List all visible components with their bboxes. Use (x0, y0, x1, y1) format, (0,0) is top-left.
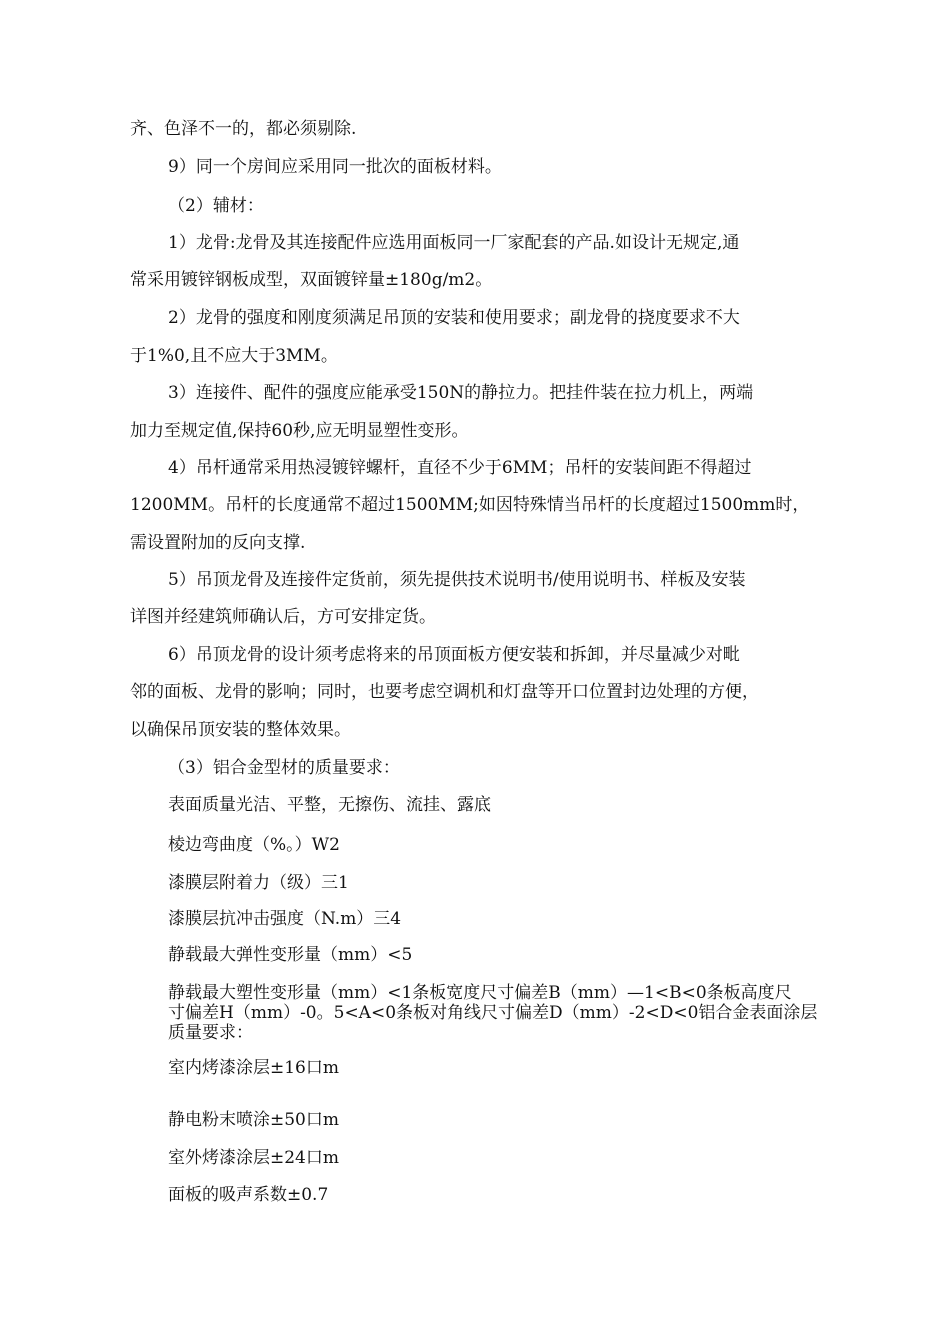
text-line: 室外烤漆涂层±24口m (168, 1148, 339, 1168)
text-line: 静载最大塑性变形量（mm）<1条板宽度尺寸偏差B（mm）—1<B<0条板高度尺 (168, 983, 792, 1003)
text-line: 棱边弯曲度（%。）W2 (168, 835, 340, 855)
text-line: 4）吊杆通常采用热浸镀锌螺杆，直径不少于6MM；吊杆的安装间距不得超过 (168, 458, 752, 478)
text-line: 质量要求： (168, 1023, 253, 1043)
text-line: 表面质量光洁、平整，无擦伤、流挂、露底 (168, 795, 491, 815)
text-line: 面板的吸声系数±0.7 (168, 1185, 329, 1205)
text-line: 9）同一个房间应采用同一批次的面板材料。 (168, 157, 502, 177)
text-line: 2）龙骨的强度和刚度须满足吊顶的安装和使用要求；副龙骨的挠度要求不大 (168, 308, 740, 328)
text-line: 静载最大弹性变形量（mm）<5 (168, 945, 413, 965)
text-line: 室内烤漆涂层±16口m (168, 1058, 339, 1078)
text-line: 于1%0,且不应大于3MM。 (130, 346, 338, 366)
text-line: 加力至规定值,保持60秒,应无明显塑性变形。 (130, 421, 469, 441)
section-heading: （2）辅材： (168, 196, 264, 216)
text-line: 邻的面板、龙骨的影响；同时，也要考虑空调机和灯盘等开口位置封边处理的方便， (130, 682, 759, 702)
text-line: 齐、色泽不一的，都必须剔除. (130, 119, 357, 139)
section-heading: （3）铝合金型材的质量要求： (168, 758, 400, 778)
text-line: 3）连接件、配件的强度应能承受150N的静拉力。把挂件装在拉力机上，两端 (168, 383, 754, 403)
text-line: 漆膜层抗冲击强度（N.m）三4 (168, 909, 402, 929)
text-line: 6）吊顶龙骨的设计须考虑将来的吊顶面板方便安装和拆卸，并尽量减少对毗 (168, 645, 740, 665)
text-line: 寸偏差H（mm）-0。5<A<0条板对角线尺寸偏差D（mm）-2<D<0铝合金表面涂层 (168, 1003, 818, 1023)
text-line: 5）吊顶龙骨及连接件定货前，须先提供技术说明书/使用说明书、样板及安装 (168, 570, 746, 590)
text-line: 漆膜层附着力（级）三1 (168, 873, 349, 893)
text-line: 静电粉末喷涂±50口m (168, 1110, 339, 1130)
text-line: 常采用镀锌钢板成型，双面镀锌量±180g/m2。 (130, 270, 493, 290)
text-line: 以确保吊顶安装的整体效果。 (130, 720, 351, 740)
text-line: 详图并经建筑师确认后，方可安排定货。 (130, 607, 436, 627)
text-line: 1200MM。吊杆的长度通常不超过1500MM;如因特殊情当吊杆的长度超过1500mm时， (130, 495, 810, 515)
text-line: 需设置附加的反向支撑. (130, 533, 306, 553)
text-line: 1）龙骨:龙骨及其连接配件应选用面板同一厂家配套的产品.如设计无规定,通 (168, 233, 740, 253)
